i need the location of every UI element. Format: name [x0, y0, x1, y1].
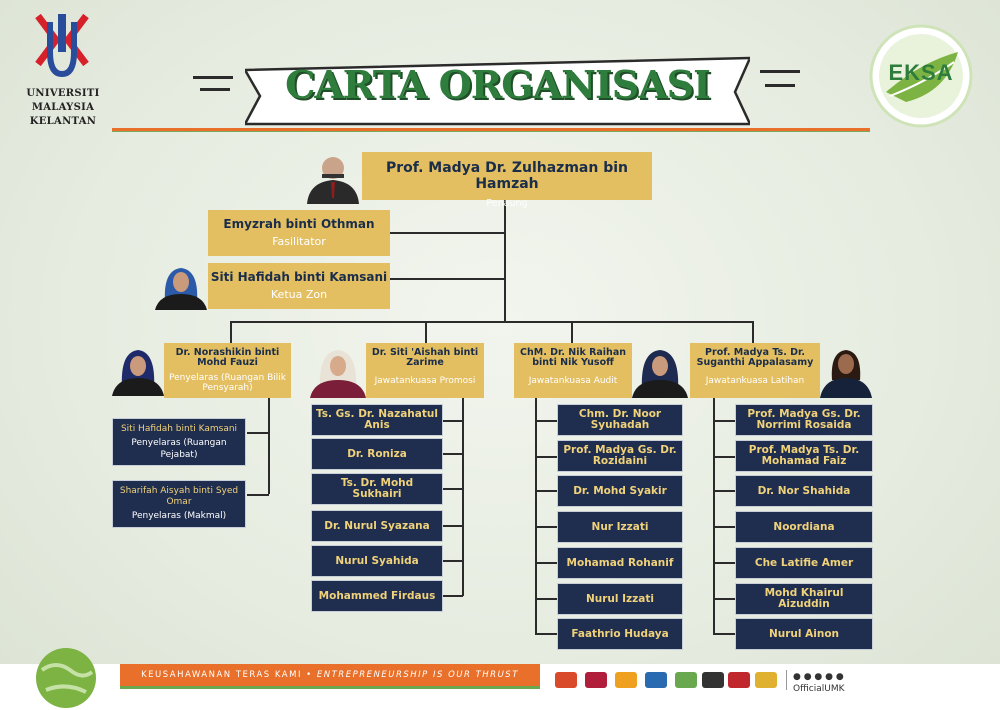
member-name: Prof. Madya Ts. Dr. Mohamad Faiz: [748, 444, 860, 467]
committee-2-name: Dr. Siti 'Aishah binti Zarime: [371, 347, 479, 368]
patron-box: [362, 152, 652, 209]
committee-3-role: Jawatankuasa Audit: [528, 376, 618, 386]
connector-drop-1: [230, 321, 232, 343]
member-col2-6: [311, 580, 443, 612]
committee-1-name: Dr. Norashikin binti Mohd Fauzi: [175, 347, 280, 368]
member-col4-2: [735, 440, 873, 472]
tick: [443, 420, 463, 422]
member-col1-2: [112, 480, 246, 528]
committee-1-photo: [112, 344, 164, 396]
umk-logo: [18, 12, 108, 142]
committee-1-role: Penyelaras (Ruangan Bilik Pensyarah): [169, 373, 286, 393]
ribbon-dash: [760, 70, 800, 73]
member-name: Che Latifie Amer: [754, 556, 854, 569]
tick: [713, 490, 735, 492]
title-banner: [245, 52, 750, 130]
tick: [713, 562, 735, 564]
member-role: Penyelaras (Ruangan Pejabat): [131, 437, 227, 460]
member-name: Nurul Syahida: [335, 554, 419, 567]
facilitator-box: [208, 210, 390, 256]
official-handle: OfficialUMK: [793, 684, 845, 694]
connector-branch: [230, 321, 754, 323]
member-name: Faathrio Hudaya: [571, 627, 669, 640]
tick: [443, 525, 463, 527]
tick: [713, 633, 735, 635]
member-name: Nur Izzati: [591, 520, 649, 533]
member-col4-6: [735, 583, 873, 615]
member-col3-2: [557, 440, 683, 472]
committee-2-box: [366, 343, 484, 398]
member-col2-5: [311, 545, 443, 577]
tick: [713, 598, 735, 600]
member-col4-7: [735, 618, 873, 650]
member-col2-2: [311, 438, 443, 470]
committee-2-role: Jawatankuasa Promosi: [374, 376, 476, 386]
sponsor-logo-icon: [702, 672, 724, 688]
member-col4-3: [735, 475, 873, 507]
connector-drop-3: [571, 321, 573, 343]
umk-logo-icon: [34, 12, 90, 84]
member-col3-7: [557, 618, 683, 650]
connector-facilitator: [390, 232, 505, 234]
committee-3-box: [514, 343, 632, 398]
patron-photo: [305, 152, 361, 204]
patron-name: Prof. Madya Dr. Zulhazman bin Hamzah: [385, 160, 628, 192]
committee-4-box: [690, 343, 820, 398]
tick: [535, 420, 557, 422]
logo-line-3: KELANTAN: [29, 116, 97, 127]
member-name: Chm. Dr. Noor Syuhadah: [578, 408, 662, 431]
member-name: Siti Hafidah binti Kamsani: [120, 423, 238, 434]
member-name: Prof. Madya Gs. Dr. Norrimi Rosaida: [747, 408, 861, 431]
member-col2-4: [311, 510, 443, 542]
tick: [443, 595, 463, 597]
member-name: Prof. Madya Gs. Dr. Rozidaini: [563, 444, 677, 467]
tick: [535, 490, 557, 492]
sponsor-logo-icon: [755, 672, 777, 688]
tick: [535, 598, 557, 600]
eksa-logo: [866, 22, 976, 130]
facilitator-role: Fasilitator: [272, 235, 326, 248]
zone-head-name: Siti Hafidah binti Kamsani: [210, 270, 388, 284]
member-name: Ts. Dr. Mohd Sukhairi: [340, 477, 414, 500]
member-name: Mohammed Firdaus: [318, 589, 436, 602]
committee-2-photo: [310, 344, 366, 398]
sponsor-logo-icon: [645, 672, 667, 688]
member-col4-1: [735, 404, 873, 436]
sponsor-logo-icon: [675, 672, 697, 688]
tick: [713, 456, 735, 458]
sponsor-logo-icon: [615, 672, 637, 688]
patron-role: Penaung: [486, 198, 528, 209]
member-col3-5: [557, 547, 683, 579]
member-name: Noordiana: [773, 520, 835, 533]
tick: [713, 420, 735, 422]
tick: [535, 562, 557, 564]
member-col1-1: [112, 418, 246, 466]
member-name: Nurul Ainon: [768, 627, 840, 640]
member-name: Dr. Roniza: [347, 447, 407, 460]
tick: [535, 456, 557, 458]
footer-green-line: [120, 686, 540, 689]
eksa-text: EKSA: [888, 60, 954, 85]
member-col3-6: [557, 583, 683, 615]
tick: [713, 526, 735, 528]
footer-slogan: [120, 664, 540, 686]
member-name: Dr. Nor Shahida: [757, 484, 851, 497]
member-col3-1: [557, 404, 683, 436]
member-col3-4: [557, 511, 683, 543]
social-icons: ● ● ● ● ●: [793, 672, 844, 682]
ribbon-dash: [193, 76, 233, 79]
member-name: Dr. Nurul Syazana: [324, 519, 430, 532]
member-name: Mohamad Rohanif: [566, 556, 674, 569]
slogan-english: ENTREPRENEURSHIP IS OUR THRUST: [316, 670, 519, 680]
member-col2-1: [311, 404, 443, 436]
sponsor-logo-icon: [555, 672, 577, 688]
committee-3-photo: [632, 344, 688, 398]
title-underline-green: [112, 131, 870, 132]
globe-icon: [26, 640, 106, 710]
connector-drop-4: [752, 321, 754, 343]
member-col4-4: [735, 511, 873, 543]
sponsor-logo-icon: [585, 672, 607, 688]
committee-1-box: [164, 343, 291, 398]
logo-line-2: MALAYSIA: [31, 102, 95, 113]
connector-trunk: [504, 200, 506, 322]
slogan-main: KEUSAHAWANAN TERAS KAMI: [141, 670, 302, 680]
member-col3-3: [557, 475, 683, 507]
tick: [443, 453, 463, 455]
connector-col1-item: [247, 494, 269, 496]
member-col4-5: [735, 547, 873, 579]
member-role: Penyelaras (Makmal): [131, 511, 227, 521]
tick: [443, 560, 463, 562]
member-name: Dr. Mohd Syakir: [573, 484, 667, 497]
ribbon-dash: [200, 88, 230, 91]
tick: [535, 526, 557, 528]
tick: [443, 488, 463, 490]
member-col2-3: [311, 473, 443, 505]
member-name: Sharifah Aisyah binti Syed Omar: [119, 486, 239, 507]
facilitator-name: Emyzrah binti Othman: [223, 217, 375, 231]
tick: [535, 633, 557, 635]
connector-drop-2: [425, 321, 427, 343]
footer-divider: [786, 670, 787, 690]
committee-3-name: ChM. Dr. Nik Raihan binti Nik Yusoff: [520, 347, 626, 368]
committee-4-role: Jawatankuasa Latihan: [705, 376, 805, 386]
connector-col2: [462, 398, 464, 596]
zone-head-box: [208, 263, 390, 309]
slogan-separator: •: [301, 670, 317, 680]
logo-line-1: UNIVERSITI: [26, 88, 100, 99]
committee-4-photo: [820, 344, 872, 398]
connector-col1: [268, 398, 270, 494]
zone-head-photo: [155, 262, 207, 310]
member-name: Ts. Gs. Dr. Nazahatul Anis: [316, 408, 438, 431]
committee-4-name: Prof. Madya Ts. Dr. Suganthi Appalasamy: [696, 347, 814, 368]
sponsor-logo-icon: [728, 672, 750, 688]
page-title: CARTA ORGANISASI: [285, 62, 710, 107]
ribbon-dash: [765, 84, 795, 87]
member-name: Nurul Izzati: [585, 592, 654, 605]
connector-zone: [390, 278, 505, 280]
zone-head-role: Ketua Zon: [270, 288, 328, 301]
connector-col1-item: [247, 432, 269, 434]
member-name: Mohd Khairul Aizuddin: [764, 587, 844, 610]
